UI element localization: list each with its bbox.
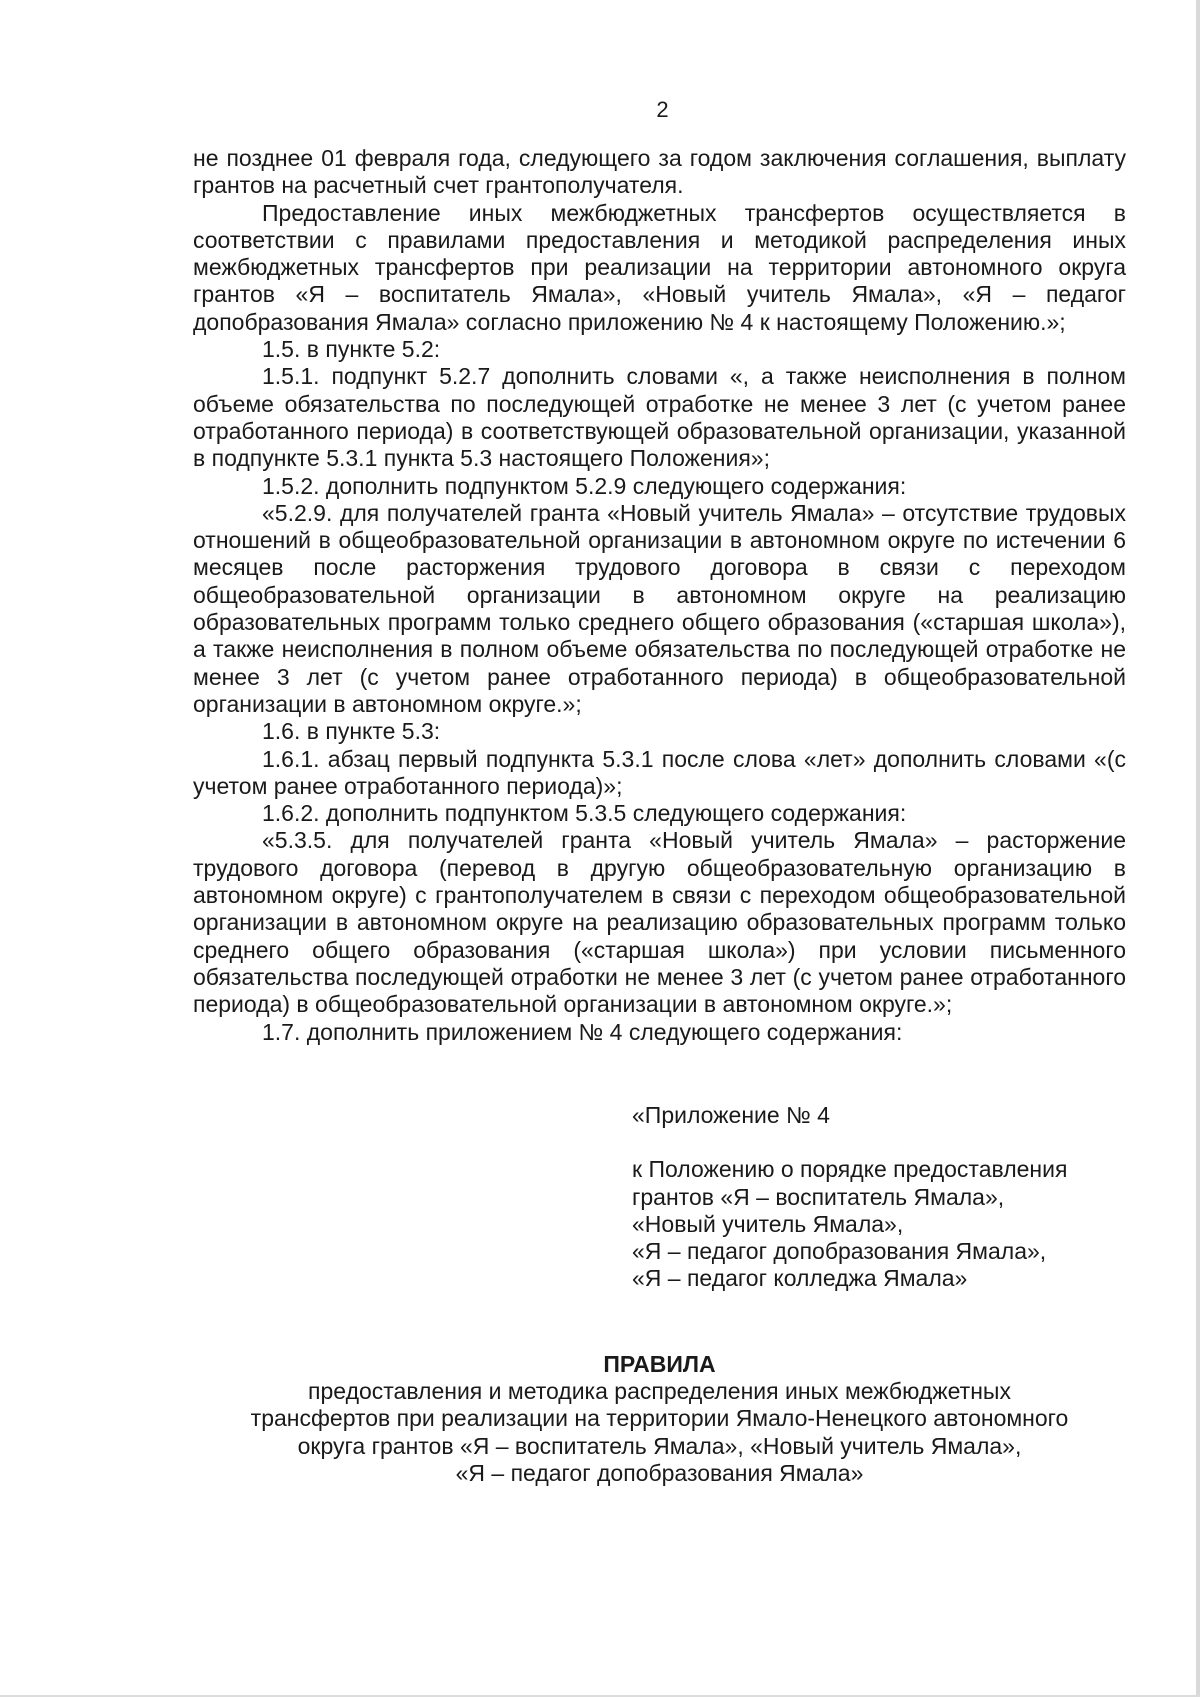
rules-subtitle-line: предоставления и методика распределения иных межбюджетных: [308, 1378, 1011, 1404]
paragraph-1: не позднее 01 февраля года, следующего за годом заключения соглашения, выплату грантов на расчетный счет грантополучателя.: [193, 145, 1126, 199]
appendix-line: «Я – педагог допобразования Ямала»,: [632, 1238, 1047, 1265]
paragraph-8: 1.6.1. абзац первый подпункта 5.3.1 после слова «лет» дополнить словами «(с учетом ранее отработанного периода)»;: [193, 745, 1126, 799]
paragraph-2: Предоставление иных межбюджетных трансфертов осуществляется в соответствии с правилами предоставления и методикой распределения иных межбюджетных трансфертов при реализации на территории автономного округа грантов «Я – воспитатель Ямала», «Новый учитель Ямала», «Я – педагог допобразования Ямала» согласно приложению № 4 к настоящему Положению.»;: [193, 199, 1126, 335]
rules-subtitle-line: трансфертов при реализации на территории Ямало-Ненецкого автономного: [250, 1405, 1069, 1432]
paragraph-6: «5.2.9. для получателей гранта «Новый учитель Ямала» – отсутствие трудовых отношений в общеобразовательной организации в автономном округе по истечении 6 месяцев после расторжения трудового договора в связи с переходом общеобразовательной организации в автономном округе на реализацию образовательных программ только среднего общего образования («старшая школа»), а также неисполнения в полном объеме обязательства по последующей отработке не менее 3 лет (с учетом ранее отработанного периода) в общеобразовательной организации в автономном округе.»;: [193, 499, 1126, 717]
rules-title: ПРАВИЛА: [603, 1351, 716, 1377]
appendix-title: «Приложение № 4: [632, 1102, 830, 1128]
paragraph-4: 1.5.1. подпункт 5.2.7 дополнить словами «, а также неисполнения в полном объеме обязательства по последующей отработке не менее 3 лет (с учетом ранее отработанного периода) в соответствующей образовательной организации, указанной в подпункте 5.3.1 пункта 5.3 настоящего Положения»;: [193, 363, 1126, 472]
paragraph-11: 1.7. дополнить приложением № 4 следующего содержания:: [262, 1018, 903, 1045]
paragraph-7: 1.6. в пункте 5.3:: [262, 718, 441, 745]
page-number: 2: [656, 97, 669, 122]
appendix-line: «Я – педагог колледжа Ямала»: [632, 1265, 968, 1292]
paragraph-9: 1.6.2. дополнить подпунктом 5.3.5 следующего содержания:: [262, 800, 907, 827]
rules-subtitle-line: округа грантов «Я – воспитатель Ямала», «Новый учитель Ямала»,: [297, 1432, 1022, 1459]
appendix-gap: [632, 1129, 1152, 1156]
paragraph-5: 1.5.2. дополнить подпунктом 5.2.9 следующего содержания:: [262, 472, 907, 499]
appendix-line: «Новый учитель Ямала»,: [632, 1210, 904, 1237]
scan-right-edge: [1196, 0, 1200, 1697]
rules-subtitle-line: «Я – педагог допобразования Ямала»: [455, 1459, 864, 1486]
rules-subtitle: [193, 1378, 1126, 1487]
paragraph-10: «5.3.5. для получателей гранта «Новый учитель Ямала» – расторжение трудового договора (перевод в другую общеобразовательную организацию в автономном округе) с грантополучателем в связи с переходом общеобразовательной организации в автономном округе на реализацию образовательных программ только среднего общего образования («старшая школа») при условии письменного обязательства последующей отработки не менее 3 лет (с учетом ранее отработанного периода) в общеобразовательной организации в автономном округе.»;: [193, 827, 1126, 1018]
appendix-header: [632, 1102, 1152, 1293]
body-text: [193, 145, 1126, 1046]
appendix-line: к Положению о порядке предоставления: [632, 1156, 1068, 1183]
appendix-line: грантов «Я – воспитатель Ямала»,: [632, 1183, 1005, 1210]
paragraph-3: 1.5. в пункте 5.2:: [262, 336, 441, 363]
